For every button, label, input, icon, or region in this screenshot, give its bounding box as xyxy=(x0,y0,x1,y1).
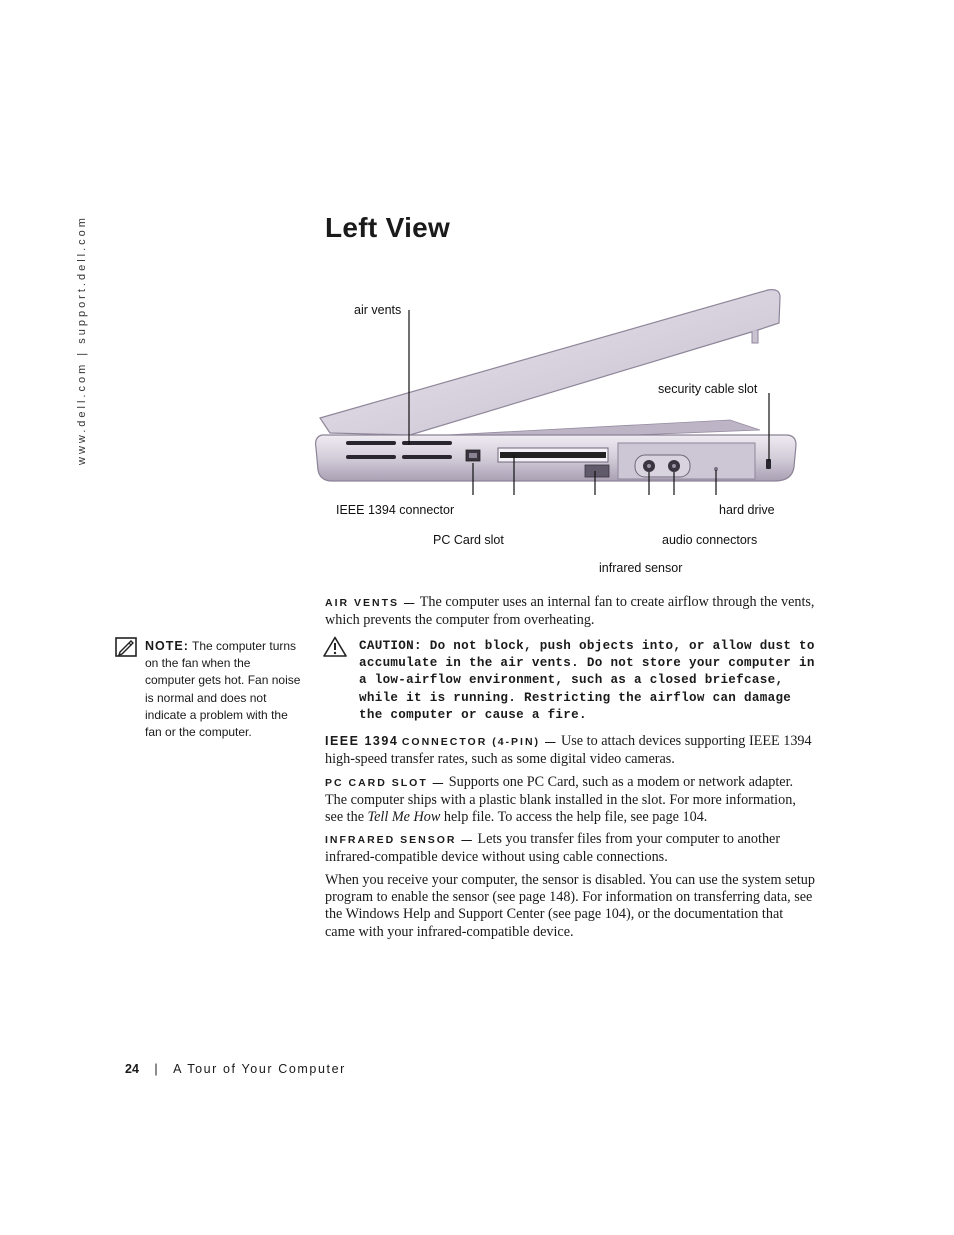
callout-air-vents: air vents xyxy=(354,303,402,317)
callout-audio-connectors: audio connectors xyxy=(662,533,758,547)
infrared-term: INFRARED SENSOR — xyxy=(325,834,474,846)
callout-infrared-sensor: infrared sensor xyxy=(599,561,683,575)
pc-card-term: PC CARD SLOT — xyxy=(325,777,446,789)
warning-triangle-icon xyxy=(323,636,347,657)
callout-security-cable-slot: security cable slot xyxy=(658,382,758,396)
infrared-text: Lets you transfer files from your computer to another infrared-compatible device without using cable connections. xyxy=(325,831,781,866)
caution-text: Do not block, push objects into, or allow dust to accumulate in the air vents. Do not store your computer in a low-airflow environment, such as a closed briefcase, while it is running. Restricting the airflow can damage the computer or cause a fire. xyxy=(359,639,815,722)
air-vents-description xyxy=(325,594,815,629)
page-title: Left View xyxy=(325,212,451,243)
pc-card-text-b: help file. To access the help file, see page 104. xyxy=(443,809,708,826)
callout-ieee-1394-connector-a: IEEE 1394 xyxy=(336,503,396,517)
caution-label: CAUTION: xyxy=(359,639,422,653)
page-number: 24 xyxy=(125,1062,139,1076)
caution-block xyxy=(359,638,819,724)
callout-hard-drive: hard drive xyxy=(719,503,775,517)
note-label: NOTE: xyxy=(145,639,189,653)
sidebar-url: www.dell.com | support.dell.com xyxy=(76,215,88,465)
chapter-title: A Tour of Your Computer xyxy=(173,1062,346,1076)
note-block xyxy=(145,638,303,741)
pc-card-description xyxy=(325,774,815,827)
air-vents-text: The computer uses an internal fan to create airflow through the vents, which prevents the computer from overheating. xyxy=(325,594,815,629)
callout-ieee-1394-connector xyxy=(336,503,454,517)
ieee-1394-description xyxy=(325,733,815,768)
infrared-more-description: When you receive your computer, the sensor is disabled. You can use the system setup program to enable the sensor (see page 148). For information on transferring data, see the Windows Help and Support Center (see page 104), or the documentation that came with your infrared-compatible device. xyxy=(325,872,815,940)
callout-pc-card-slot: PC Card slot xyxy=(433,533,504,547)
pc-card-text-a: Supports one PC Card, such as a modem or network adapter. The computer ships with a plastic blank installed in the slot. For more information, see the xyxy=(325,774,796,826)
ieee-term-a: IEEE 1394 xyxy=(325,734,399,748)
ieee-text: Use to attach devices supporting IEEE 1394 high-speed transfer rates, such as some digital video cameras. xyxy=(325,733,812,768)
footer-separator: | xyxy=(154,1062,158,1076)
pc-card-text-em: Tell Me How xyxy=(367,809,441,826)
callout-ieee-1394-connector-b: connector xyxy=(399,503,455,517)
note-text: The computer turns on the fan when the computer gets hot. Fan noise is normal and does not indicate a problem with the fan or the computer. xyxy=(145,639,301,740)
ieee-term-b: CONNECTOR (4-PIN) — xyxy=(401,736,558,748)
air-vents-term: AIR VENTS — xyxy=(325,597,417,609)
infrared-sensor-description xyxy=(325,831,815,866)
page-footer xyxy=(125,1062,346,1076)
pencil-note-icon xyxy=(115,637,137,657)
